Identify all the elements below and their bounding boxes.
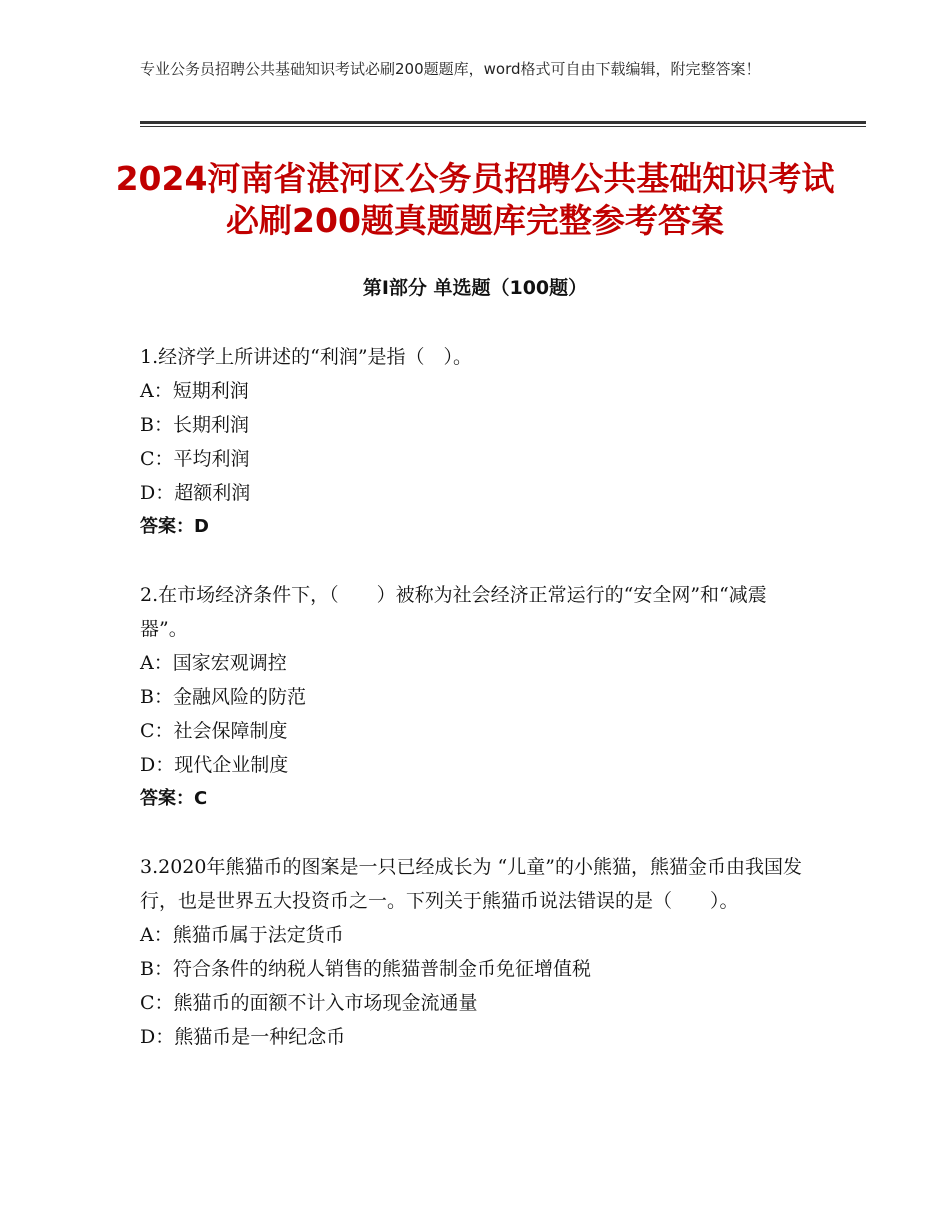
- question-3: [140, 850, 812, 1054]
- option-b: B：长期利润: [140, 414, 249, 436]
- header-divider-thin: [140, 126, 866, 127]
- option-c: C：社会保障制度: [140, 720, 288, 742]
- option-a: A：短期利润: [140, 380, 249, 402]
- header-note: 专业公务员招聘公共基础知识考试必刷200题题库，word格式可自由下载编辑，附完整答案！: [140, 60, 761, 78]
- question-stem: 3.2020年熊猫币的图案是一只已经成长为 “儿童”的小熊猫，熊猫金币由我国发行，也是世界五大投资币之一。下列关于熊猫币说法错误的是（ ）。: [140, 856, 802, 912]
- answer-key: 答案：D: [140, 516, 209, 537]
- option-c: C：平均利润: [140, 448, 250, 470]
- option-c: C：熊猫币的面额不计入市场现金流通量: [140, 992, 478, 1014]
- option-a: A：国家宏观调控: [140, 652, 287, 674]
- option-b: B：金融风险的防范: [140, 686, 306, 708]
- option-d: D：现代企业制度: [140, 754, 289, 776]
- question-stem: 2.在市场经济条件下，（ ）被称为社会经济正常运行的“安全网”和“减震器”。: [140, 584, 767, 640]
- option-d: D：超额利润: [140, 482, 251, 504]
- question-1: [140, 340, 812, 544]
- question-2: [140, 578, 812, 816]
- header-divider-thick: [140, 121, 866, 124]
- option-a: A：熊猫币属于法定货币: [140, 924, 344, 946]
- question-list: [140, 340, 812, 1088]
- document-title: 2024河南省湛河区公务员招聘公共基础知识考试必刷200题真题题库完整参考答案: [115, 159, 835, 240]
- question-stem: 1.经济学上所讲述的“利润”是指（ ）。: [140, 346, 473, 368]
- section-title: 第Ⅰ部分 单选题（100题）: [362, 277, 588, 299]
- answer-key: 答案：C: [140, 788, 208, 809]
- option-b: B：符合条件的纳税人销售的熊猫普制金币免征增值税: [140, 958, 591, 980]
- option-d: D：熊猫币是一种纪念币: [140, 1026, 346, 1048]
